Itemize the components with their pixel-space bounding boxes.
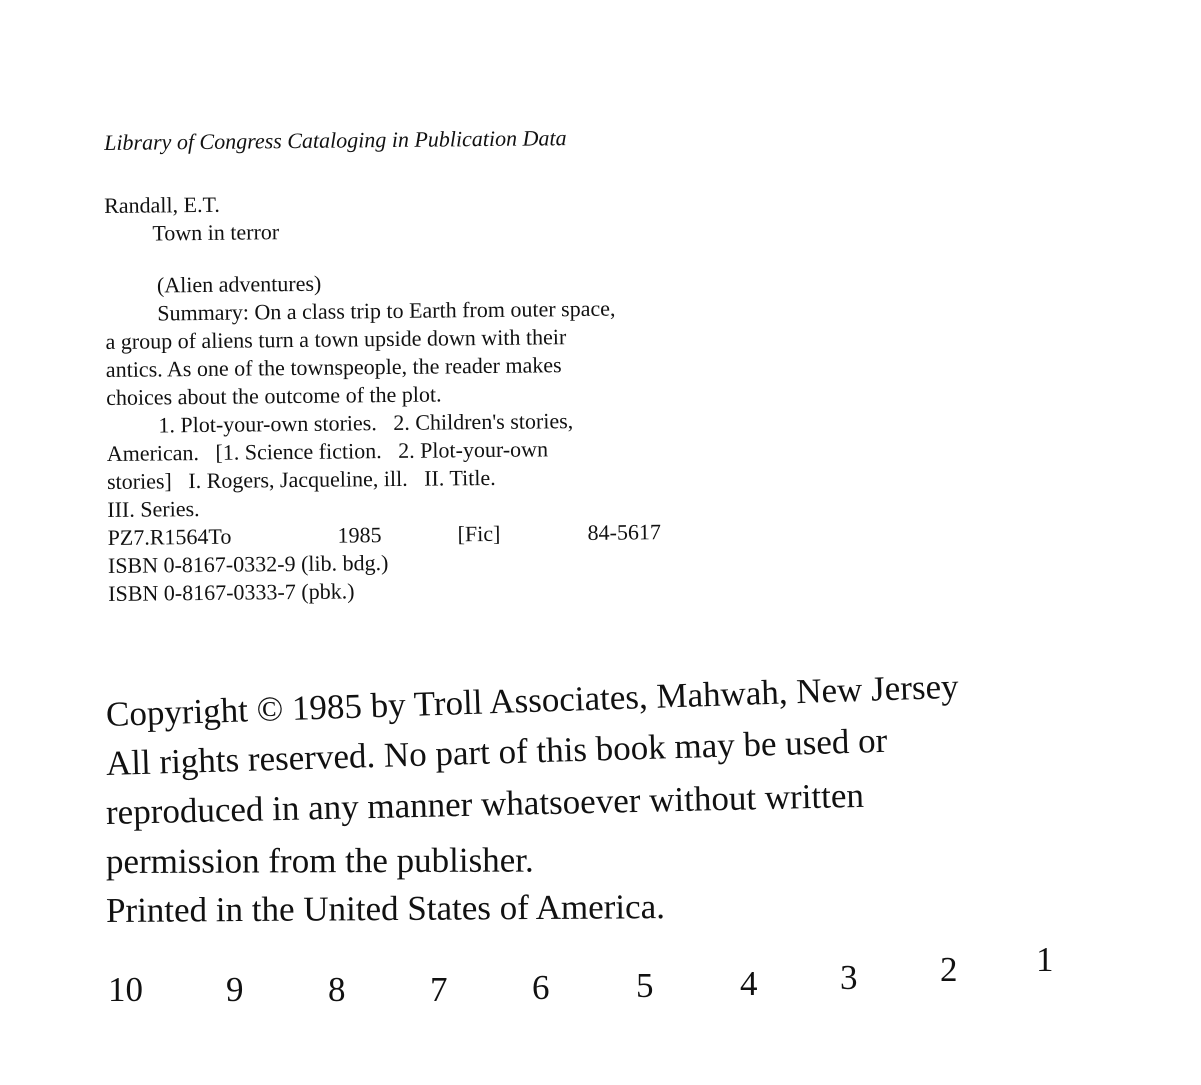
call-number-fic: [Fic]: [457, 520, 501, 547]
cip-title: Town in terror: [152, 219, 280, 246]
rights-line: reproduced in any manner whatsoever without written: [105, 775, 865, 832]
printing-number: 7: [430, 970, 448, 1009]
cip-subject-line: 1. Plot-your-own stories. 2. Children's stories,: [158, 408, 574, 438]
printing-number: 2: [940, 950, 958, 989]
printing-number: 9: [226, 970, 244, 1009]
cip-summary-line: a group of aliens turn a town upside down with their: [105, 324, 567, 354]
cip-heading: Library of Congress Cataloging in Publication Data: [104, 125, 567, 155]
cip-subject-line: III. Series.: [107, 496, 200, 522]
isbn-line: ISBN 0-8167-0332-9 (lib. bdg.): [107, 550, 389, 578]
printing-number: 3: [840, 958, 858, 997]
cip-subject-line: American. [1. Science fiction. 2. Plot-your-own: [106, 436, 549, 466]
call-number-lccn: 84-5617: [587, 519, 662, 545]
cip-summary-line: antics. As one of the townspeople, the reader makes: [105, 352, 562, 382]
cip-author: Randall, E.T.: [104, 191, 220, 218]
rights-line: permission from the publisher.: [105, 840, 534, 881]
isbn-line: ISBN 0-8167-0333-7 (pbk.): [108, 578, 355, 606]
rights-line: All rights reserved. No part of this book may be used or: [105, 720, 888, 783]
cip-summary-line: Summary: On a class trip to Earth from outer space,: [157, 295, 616, 326]
printing-number: 8: [328, 970, 346, 1009]
cip-series-note: (Alien adventures): [156, 270, 322, 298]
cip-summary-line: choices about the outcome of the plot.: [106, 381, 442, 410]
printed-in-line: Printed in the United States of America.: [105, 887, 666, 930]
printing-number: 4: [740, 964, 758, 1003]
call-number-year: 1985: [337, 522, 382, 548]
printing-number: 6: [532, 968, 550, 1007]
printing-number: 1: [1036, 940, 1054, 979]
printing-number: 5: [636, 966, 654, 1005]
printing-number: 10: [108, 970, 143, 1009]
call-number-class: PZ7.R1564To: [107, 523, 232, 550]
copyright-line: Copyright © 1985 by Troll Associates, Mahwah, New Jersey: [105, 666, 960, 734]
cip-subject-line: stories] I. Rogers, Jacqueline, ill. II. Title.: [106, 464, 496, 494]
